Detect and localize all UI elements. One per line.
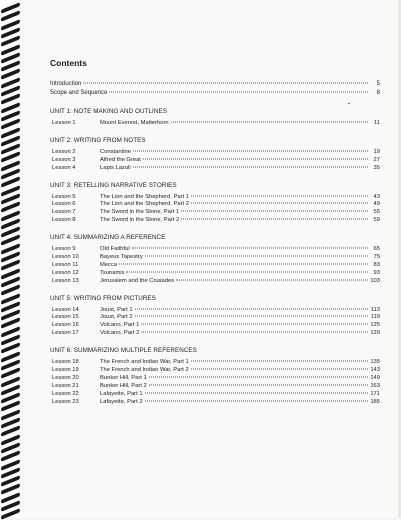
contents-title: Contents	[50, 58, 87, 68]
toc-entry-introduction[interactable]	[50, 81, 380, 90]
lesson-number: Lesson 1	[52, 120, 76, 126]
lesson-number: Lesson 21	[52, 382, 79, 389]
dot-leader	[135, 316, 368, 317]
entry-title: Introduction	[50, 81, 82, 87]
unit-title: UNIT 2: WRITING FROM NOTES	[50, 136, 146, 144]
page-number: 19	[373, 148, 380, 155]
page-number: 125	[370, 322, 380, 329]
page-number: 59	[373, 217, 380, 224]
page-number: 163	[370, 382, 380, 389]
page-number: 93	[373, 269, 380, 276]
lesson-title: The French and Indian War, Part 2	[100, 367, 189, 374]
page-number: 119	[370, 314, 380, 321]
dot-leader	[143, 158, 368, 159]
lesson-title: Tsunamis	[100, 269, 125, 276]
lesson-number: Lesson 7	[52, 209, 76, 216]
dot-leader	[83, 83, 368, 84]
lesson-number: Lesson 5	[52, 193, 76, 200]
lesson-row[interactable]	[50, 391, 380, 399]
lesson-row[interactable]	[50, 399, 380, 407]
lesson-title: The Lion and the Shepherd, Part 2	[100, 201, 189, 208]
lesson-title: Jerusalem and the Crusades	[100, 277, 175, 284]
lesson-title: Joust, Part 1	[100, 306, 133, 313]
lesson-row[interactable]	[50, 359, 380, 367]
lesson-number: Lesson 23	[52, 398, 79, 405]
page-number: 55	[373, 209, 380, 216]
lesson-number: Lesson 8	[52, 217, 76, 224]
lesson-row[interactable]	[50, 246, 380, 254]
unit-title: UNIT 4: SUMMARIZING A REFERENCE	[50, 234, 166, 242]
dot-leader	[141, 332, 368, 333]
lesson-row[interactable]	[50, 209, 380, 217]
lesson-row[interactable]	[50, 330, 380, 338]
lesson-number: Lesson 14	[52, 306, 79, 313]
lesson-number: Lesson 22	[52, 390, 79, 397]
lesson-row[interactable]	[50, 120, 380, 128]
lesson-row[interactable]	[50, 201, 380, 209]
dot-leader	[191, 203, 368, 204]
lesson-row[interactable]	[50, 194, 380, 202]
page-number: 149	[370, 374, 380, 381]
dot-leader	[191, 369, 368, 370]
lesson-row[interactable]	[50, 262, 380, 270]
page-number: 103	[370, 277, 380, 284]
dot-leader	[126, 271, 368, 272]
unit-2	[50, 137, 380, 173]
unit-6	[50, 347, 380, 406]
lesson-number: Lesson 10	[52, 254, 79, 261]
page-number: 185	[370, 398, 380, 405]
unit-5	[50, 295, 380, 339]
lesson-title: The Sword in the Stone, Part 2	[100, 217, 180, 224]
lesson-row[interactable]	[50, 322, 380, 330]
lesson-title: The French and Indian War, Part 1	[100, 359, 189, 366]
lesson-title: Bayeux Tapestry	[100, 254, 143, 261]
lesson-row[interactable]	[50, 278, 380, 286]
page-number: 75	[373, 254, 380, 261]
page-number: 43	[373, 193, 380, 200]
page-number: 135	[370, 359, 380, 366]
page-number: 27	[373, 156, 380, 163]
lesson-title: Constantine	[100, 148, 131, 155]
page-number: 143	[370, 367, 380, 374]
lesson-number: Lesson 11	[52, 261, 79, 268]
toc-entry-scope-and-sequence[interactable]	[50, 90, 380, 99]
unit-title: UNIT 3: RETELLING NARRATIVE STORIES	[50, 181, 177, 189]
lesson-title: Joust, Part 2	[100, 314, 133, 321]
lesson-title: Bunker Hill, Part 1	[100, 374, 147, 381]
page-number: 83	[373, 261, 380, 268]
dot-leader	[149, 376, 368, 377]
lesson-number: Lesson 18	[52, 359, 79, 366]
lesson-title: Mount Everest, Matterhorn	[100, 120, 169, 126]
page-number: 171	[370, 390, 380, 397]
lesson-title: Mecca	[100, 261, 118, 268]
lesson-number: Lesson 6	[52, 201, 76, 208]
dot-leader	[135, 308, 368, 309]
dot-leader	[149, 384, 368, 385]
dot-leader	[132, 248, 368, 249]
lesson-title: Alfred the Great	[100, 156, 141, 163]
lesson-row[interactable]	[50, 165, 380, 173]
entry-title: Scope and Sequence	[50, 90, 108, 96]
dot-leader	[171, 122, 368, 123]
lesson-number: Lesson 16	[52, 322, 79, 329]
book-page	[22, 0, 401, 518]
page-number: 35	[373, 164, 380, 171]
page-number: 65	[373, 246, 380, 253]
dot-leader	[119, 263, 368, 264]
lesson-row[interactable]	[50, 383, 380, 391]
lesson-row[interactable]	[50, 270, 380, 278]
unit-4	[50, 234, 380, 285]
lesson-row[interactable]	[50, 157, 380, 165]
dot-leader	[191, 361, 368, 362]
page-number: 8	[376, 90, 380, 96]
lesson-number: Lesson 19	[52, 367, 79, 374]
dot-leader	[145, 256, 368, 257]
lesson-number: Lesson 15	[52, 314, 79, 321]
dot-leader	[141, 324, 368, 325]
lesson-title: The Sword in the Stone, Part 1	[100, 209, 180, 216]
dot-leader	[133, 150, 368, 151]
lesson-number: Lesson 17	[52, 330, 79, 337]
lesson-title: Bunker Hill, Part 2	[100, 382, 147, 389]
lesson-title: Volcano, Part 2	[100, 330, 140, 337]
lesson-title: Lafayette, Part 2	[100, 398, 143, 405]
unit-title: UNIT 6: SUMMARIZING MULTIPLE REFERENCES	[50, 347, 197, 355]
dot-leader	[181, 219, 368, 220]
dot-leader	[176, 279, 368, 280]
lesson-row[interactable]	[50, 314, 380, 322]
unit-title: UNIT 1: NOTE MAKING AND OUTLINES	[50, 108, 167, 115]
lesson-title: Lafayette, Part 1	[100, 390, 143, 397]
lesson-title: Old Faithful	[100, 246, 130, 253]
page-number: 11	[373, 120, 380, 126]
dot-leader	[133, 166, 368, 167]
lesson-number: Lesson 4	[52, 164, 76, 171]
lesson-row[interactable]	[50, 375, 380, 383]
lesson-number: Lesson 13	[52, 277, 79, 284]
lesson-number: Lesson 3	[52, 156, 76, 163]
dot-leader	[181, 211, 368, 212]
spiral-binding	[0, 0, 22, 518]
page-number: 129	[370, 330, 380, 337]
lesson-number: Lesson 20	[52, 374, 79, 381]
lesson-row[interactable]	[50, 217, 380, 225]
lesson-title: The Lion and the Shepherd, Part 1	[100, 193, 189, 200]
dot-leader	[191, 195, 368, 196]
lesson-number: Lesson 12	[52, 269, 79, 276]
page-number: 5	[376, 81, 380, 87]
page-number: 113	[370, 306, 380, 313]
dot-leader	[145, 392, 368, 393]
unit-3	[50, 182, 380, 226]
unit-1	[50, 108, 380, 128]
lesson-row[interactable]	[50, 149, 380, 157]
page-number: 49	[373, 201, 380, 208]
lesson-number: Lesson 2	[52, 148, 76, 155]
unit-title: UNIT 5: WRITING FROM PICTURES	[50, 294, 156, 302]
lesson-row[interactable]	[50, 367, 380, 375]
lesson-number: Lesson 9	[52, 246, 76, 253]
lesson-title: Volcano, Part 1	[100, 322, 140, 329]
lesson-row[interactable]	[50, 254, 380, 262]
dot-leader	[109, 92, 368, 93]
lesson-row[interactable]	[50, 307, 380, 315]
lesson-title: Lapis Lazuli	[100, 164, 131, 171]
dot-leader	[145, 400, 368, 401]
table-of-contents	[50, 58, 380, 406]
